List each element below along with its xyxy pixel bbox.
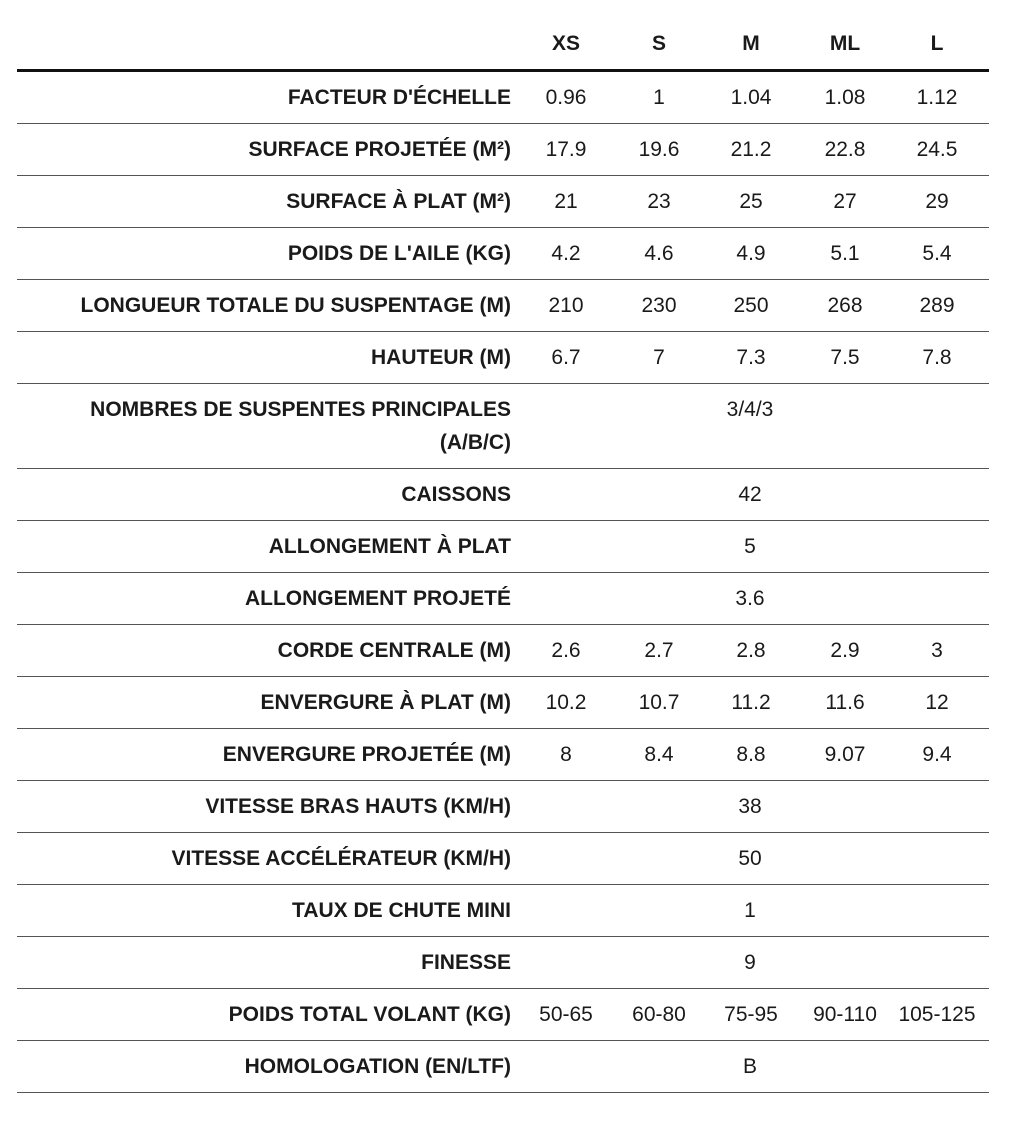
table-row [17, 989, 989, 1041]
row-value-xs: 21 [511, 176, 621, 228]
header-label-cell [17, 18, 511, 71]
table-row [17, 384, 989, 469]
table-row [17, 677, 989, 729]
row-value-s: 8.4 [621, 729, 697, 781]
table-row [17, 729, 989, 781]
table-row [17, 573, 989, 625]
row-value-s: 4.6 [621, 228, 697, 280]
row-value-xs: 0.96 [511, 71, 621, 124]
row-value-ml: 9.07 [805, 729, 885, 781]
table-row [17, 176, 989, 228]
row-value-l: 9.4 [885, 729, 989, 781]
row-value-m: 21.2 [697, 124, 805, 176]
row-value-s: 19.6 [621, 124, 697, 176]
row-label: ALLONGEMENT PROJETÉ [17, 573, 511, 625]
header-size-s: S [621, 18, 697, 71]
row-value-l: 1.12 [885, 71, 989, 124]
row-common-value: 3/4/3 [511, 384, 989, 469]
row-value-s: 230 [621, 280, 697, 332]
header-size-ml: ML [805, 18, 885, 71]
table-row [17, 937, 989, 989]
row-label: SURFACE PROJETÉE (M²) [17, 124, 511, 176]
row-value-l: 29 [885, 176, 989, 228]
row-value-m: 75-95 [697, 989, 805, 1041]
row-value-xs: 50-65 [511, 989, 621, 1041]
row-value-ml: 5.1 [805, 228, 885, 280]
row-value-m: 1.04 [697, 71, 805, 124]
table-row [17, 781, 989, 833]
row-value-l: 5.4 [885, 228, 989, 280]
header-size-l: L [885, 18, 989, 71]
table-row [17, 521, 989, 573]
row-value-l: 289 [885, 280, 989, 332]
row-value-xs: 2.6 [511, 625, 621, 677]
table-row [17, 71, 989, 124]
row-value-s: 7 [621, 332, 697, 384]
spec-table [17, 18, 989, 1093]
table-row [17, 1041, 989, 1093]
row-value-xs: 210 [511, 280, 621, 332]
table-row [17, 625, 989, 677]
header-size-m: M [697, 18, 805, 71]
row-common-value: B [511, 1041, 989, 1093]
row-value-s: 23 [621, 176, 697, 228]
row-value-xs: 8 [511, 729, 621, 781]
row-common-value: 9 [511, 937, 989, 989]
row-value-m: 250 [697, 280, 805, 332]
row-value-ml: 90-110 [805, 989, 885, 1041]
table-row [17, 124, 989, 176]
table-row [17, 228, 989, 280]
row-value-l: 105-125 [885, 989, 989, 1041]
row-label: ENVERGURE À PLAT (M) [17, 677, 511, 729]
header-row [17, 18, 989, 71]
table-row [17, 885, 989, 937]
row-value-s: 2.7 [621, 625, 697, 677]
row-common-value: 1 [511, 885, 989, 937]
table-row [17, 332, 989, 384]
row-common-value: 42 [511, 469, 989, 521]
row-value-m: 8.8 [697, 729, 805, 781]
row-common-value: 50 [511, 833, 989, 885]
row-label: VITESSE ACCÉLÉRATEUR (KM/H) [17, 833, 511, 885]
row-value-m: 7.3 [697, 332, 805, 384]
row-label: ENVERGURE PROJETÉE (M) [17, 729, 511, 781]
row-value-l: 24.5 [885, 124, 989, 176]
row-label: NOMBRES DE SUSPENTES PRINCIPALES (A/B/C) [17, 384, 511, 469]
row-label: FACTEUR D'ÉCHELLE [17, 71, 511, 124]
row-value-ml: 7.5 [805, 332, 885, 384]
row-label: TAUX DE CHUTE MINI [17, 885, 511, 937]
row-value-m: 4.9 [697, 228, 805, 280]
row-value-ml: 2.9 [805, 625, 885, 677]
row-common-value: 3.6 [511, 573, 989, 625]
row-value-m: 2.8 [697, 625, 805, 677]
row-value-xs: 4.2 [511, 228, 621, 280]
table-body [17, 71, 989, 1093]
row-label: VITESSE BRAS HAUTS (KM/H) [17, 781, 511, 833]
row-label: CAISSONS [17, 469, 511, 521]
row-label: HOMOLOGATION (EN/LTF) [17, 1041, 511, 1093]
row-value-l: 12 [885, 677, 989, 729]
row-value-ml: 22.8 [805, 124, 885, 176]
row-value-ml: 27 [805, 176, 885, 228]
row-common-value: 38 [511, 781, 989, 833]
row-label: SURFACE À PLAT (M²) [17, 176, 511, 228]
row-label: ALLONGEMENT À PLAT [17, 521, 511, 573]
row-label: CORDE CENTRALE (M) [17, 625, 511, 677]
row-value-s: 1 [621, 71, 697, 124]
row-value-ml: 268 [805, 280, 885, 332]
row-common-value: 5 [511, 521, 989, 573]
row-value-m: 25 [697, 176, 805, 228]
row-label: POIDS DE L'AILE (KG) [17, 228, 511, 280]
row-value-ml: 11.6 [805, 677, 885, 729]
row-label: HAUTEUR (M) [17, 332, 511, 384]
row-value-s: 10.7 [621, 677, 697, 729]
table-row [17, 833, 989, 885]
table-row [17, 469, 989, 521]
row-value-l: 3 [885, 625, 989, 677]
row-value-xs: 6.7 [511, 332, 621, 384]
table-row [17, 280, 989, 332]
row-value-m: 11.2 [697, 677, 805, 729]
row-value-l: 7.8 [885, 332, 989, 384]
row-label: POIDS TOTAL VOLANT (KG) [17, 989, 511, 1041]
table-header [17, 18, 989, 71]
row-label: FINESSE [17, 937, 511, 989]
header-size-xs: XS [511, 18, 621, 71]
row-value-s: 60-80 [621, 989, 697, 1041]
row-value-xs: 10.2 [511, 677, 621, 729]
row-label: LONGUEUR TOTALE DU SUSPENTAGE (M) [17, 280, 511, 332]
row-value-xs: 17.9 [511, 124, 621, 176]
row-value-ml: 1.08 [805, 71, 885, 124]
